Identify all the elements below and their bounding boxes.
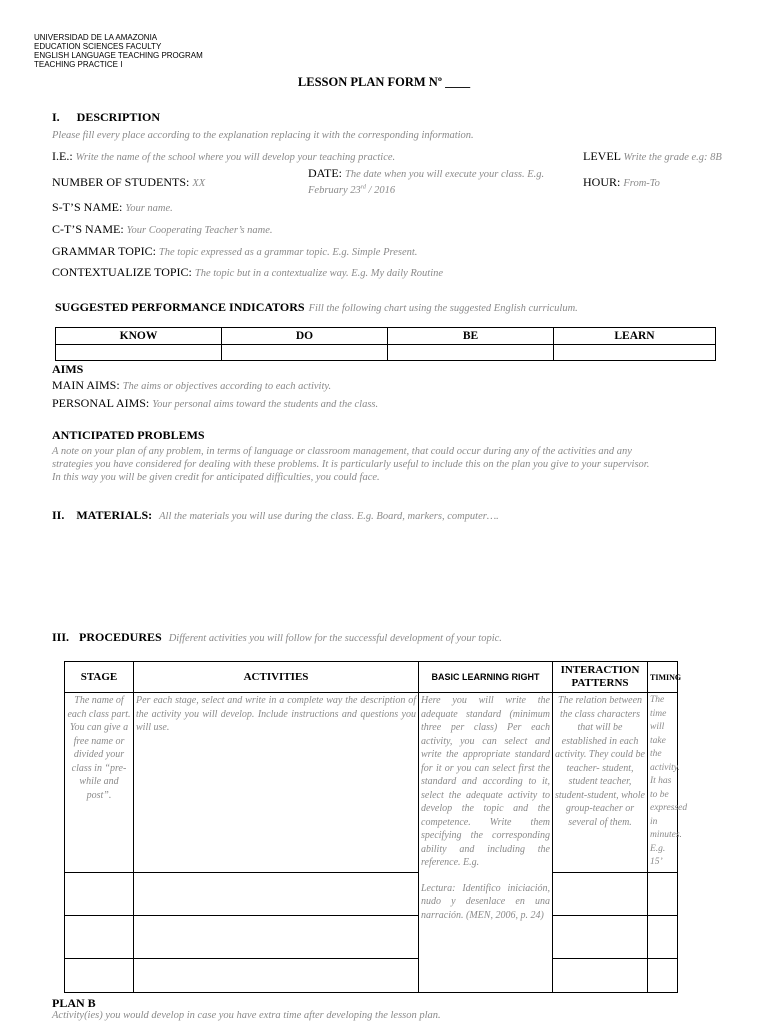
context-topic-label: CONTEXTUALIZE TOPIC: <box>52 265 192 279</box>
date-hint-line2 <box>308 185 395 196</box>
table-row <box>65 959 678 993</box>
indicators-col-learn: LEARN <box>554 328 716 345</box>
procedures-row <box>52 628 502 646</box>
plan-b-heading: PLAN B <box>52 996 96 1010</box>
context-topic-hint: The topic but in a contextualize way. E.g. My daily Routine <box>194 268 444 279</box>
indicators-table <box>55 327 716 361</box>
basic-learning-example: Lectura: Identifico iniciación, nudo y desenlace en una narración. (MEN, 2006, p. 24) <box>421 882 550 921</box>
header-line: UNIVERSIDAD DE LA AMAZONIA <box>34 33 158 42</box>
personal-aims-label: PERSONAL AIMS: <box>52 396 150 410</box>
problems-line: In this way you will be given credit for anticipated difficulties, you could face. <box>52 472 380 483</box>
ie-hint: Write the name of the school where you will develop your teaching practice. <box>75 152 396 163</box>
date-label: DATE: <box>308 166 342 180</box>
level-hint: Write the grade e.g: 8B <box>623 152 722 163</box>
interaction-cell[interactable] <box>553 959 648 993</box>
st-name-field <box>52 200 173 215</box>
timing-cell[interactable] <box>648 916 678 959</box>
main-aims-field <box>52 378 331 393</box>
stage-cell[interactable] <box>65 959 134 993</box>
materials-row <box>52 506 499 524</box>
indicators-cell[interactable] <box>554 345 716 361</box>
activities-cell[interactable] <box>134 873 419 916</box>
description-instruction: Please fill every place according to the explanation replacing it with the corresponding information. <box>52 130 474 141</box>
timing-cell[interactable] <box>648 959 678 993</box>
procedures-col-basic: BASIC LEARNING RIGHT <box>419 662 553 693</box>
grammar-topic-hint: The topic expressed as a grammar topic. E.g. Simple Present. <box>158 247 418 258</box>
activities-cell[interactable]: Per each stage, select and write in a complete way the description of the activity you will develop. Include instructions and questions you will use. <box>134 693 419 873</box>
interaction-cell[interactable]: The relation between the class characters that will be established in each activity. They could be teacher- student, student teacher, student-student, whole group-teacher or several of them. <box>553 693 648 873</box>
students-label: NUMBER OF STUDENTS: <box>52 175 190 189</box>
indicators-cell[interactable] <box>388 345 554 361</box>
procedures-heading: PROCEDURES <box>79 630 162 644</box>
hour-hint: From-To <box>623 178 660 189</box>
timing-cell[interactable] <box>648 873 678 916</box>
ct-name-hint: Your Cooperating Teacher’s name. <box>126 225 273 236</box>
indicators-cell[interactable] <box>222 345 388 361</box>
table-row <box>65 693 678 873</box>
date-field <box>308 167 544 197</box>
hour-field <box>583 175 660 190</box>
problems-text <box>52 445 649 484</box>
context-topic-field <box>52 265 443 280</box>
interaction-cell[interactable] <box>553 916 648 959</box>
table-row <box>65 916 678 959</box>
indicators-heading: SUGGESTED PERFORMANCE INDICATORS <box>55 300 305 314</box>
section-numeral: III. <box>52 630 70 644</box>
ie-label: I.E.: <box>52 149 73 163</box>
ct-name-label: C-T’S NAME: <box>52 222 124 236</box>
institution-header <box>34 33 203 69</box>
st-name-label: S-T’S NAME: <box>52 200 123 214</box>
procedures-col-interaction: INTERACTION PATTERNS <box>553 662 648 693</box>
main-aims-label: MAIN AIMS: <box>52 378 120 392</box>
grammar-topic-field <box>52 244 417 259</box>
description-heading <box>52 110 160 125</box>
grammar-topic-label: GRAMMAR TOPIC: <box>52 244 156 258</box>
stage-cell[interactable] <box>65 873 134 916</box>
header-line: EDUCATION SCIENCES FACULTY <box>34 42 162 51</box>
section-numeral: II. <box>52 508 65 522</box>
students-field <box>52 175 205 190</box>
level-field <box>583 149 722 164</box>
ct-name-field <box>52 222 273 237</box>
ie-field <box>52 149 395 164</box>
procedures-table <box>64 661 688 993</box>
indicators-cell[interactable] <box>56 345 222 361</box>
interaction-cell[interactable] <box>553 873 648 916</box>
activities-cell[interactable] <box>134 959 419 993</box>
procedures-col-activities: ACTIVITIES <box>134 662 419 693</box>
st-name-hint: Your name. <box>125 203 173 214</box>
header-line: ENGLISH LANGUAGE TEACHING PROGRAM <box>34 51 203 60</box>
indicators-heading-row <box>55 298 578 316</box>
date-hint-sup: rd <box>360 184 366 190</box>
plan-b-hint: Activity(ies) you would develop in case you have extra time after developing the lesson plan. <box>52 1010 441 1021</box>
problems-heading: ANTICIPATED PROBLEMS <box>52 428 205 442</box>
table-row <box>65 873 678 916</box>
timing-cell[interactable]: The time will take the activity. It has to be expressed in minutes. E.g. 15’ <box>648 693 678 873</box>
personal-aims-hint: Your personal aims toward the students and the class. <box>152 399 379 410</box>
procedures-col-timing: TIMING <box>648 662 678 693</box>
indicators-col-be: BE <box>388 328 554 345</box>
basic-learning-text: Here you will write the adequate standard (minimum three per class) Per each activity, you can select and write the appropriate standard for it or you can select first the standard and according to it, select the adequate activity to develop the topic and the competence. Write them specifying the corresponding ability and including the reference. E.g. <box>421 695 550 868</box>
materials-heading: MATERIALS: <box>76 508 153 522</box>
stage-cell[interactable]: The name of each class part. You can give a free name or divided your class in “pre-while and post”. <box>65 693 134 873</box>
procedures-col-stage: STAGE <box>65 662 134 693</box>
problems-line: strategies you have considered for dealing with these problems. It is particularly useful to include this on the plan you give to your supervisor. <box>52 459 650 470</box>
header-line: TEACHING PRACTICE I <box>34 60 123 69</box>
personal-aims-field <box>52 396 378 411</box>
section-title: DESCRIPTION <box>76 110 161 124</box>
stage-cell[interactable] <box>65 916 134 959</box>
hour-label: HOUR: <box>583 175 621 189</box>
table-row <box>56 345 716 361</box>
page-title: LESSON PLAN FORM Nº ____ <box>297 75 471 89</box>
procedures-hint: Different activities you will follow for the successful development of your topic. <box>168 633 502 644</box>
indicators-col-do: DO <box>222 328 388 345</box>
activities-cell[interactable] <box>134 916 419 959</box>
main-aims-hint: The aims or objectives according to each activity. <box>122 381 332 392</box>
students-hint: XX <box>192 178 206 189</box>
indicators-col-know: KNOW <box>56 328 222 345</box>
date-hint-year: / 2016 <box>365 184 396 196</box>
aims-heading: AIMS <box>52 362 84 376</box>
section-numeral: I. <box>52 110 60 124</box>
date-hint-day: February 23 <box>308 184 361 196</box>
materials-hint: All the materials you will use during the class. E.g. Board, markers, computer…. <box>159 511 499 522</box>
level-label: LEVEL <box>583 149 621 163</box>
indicators-hint: Fill the following chart using the suggested English curriculum. <box>308 303 578 314</box>
problems-line: A note on your plan of any problem, in terms of language or classroom management, that could occur during any of the activities and any <box>52 446 632 457</box>
basic-learning-cell[interactable] <box>419 693 553 993</box>
date-hint-line1: The date when you will execute your class. E.g. <box>345 169 545 180</box>
